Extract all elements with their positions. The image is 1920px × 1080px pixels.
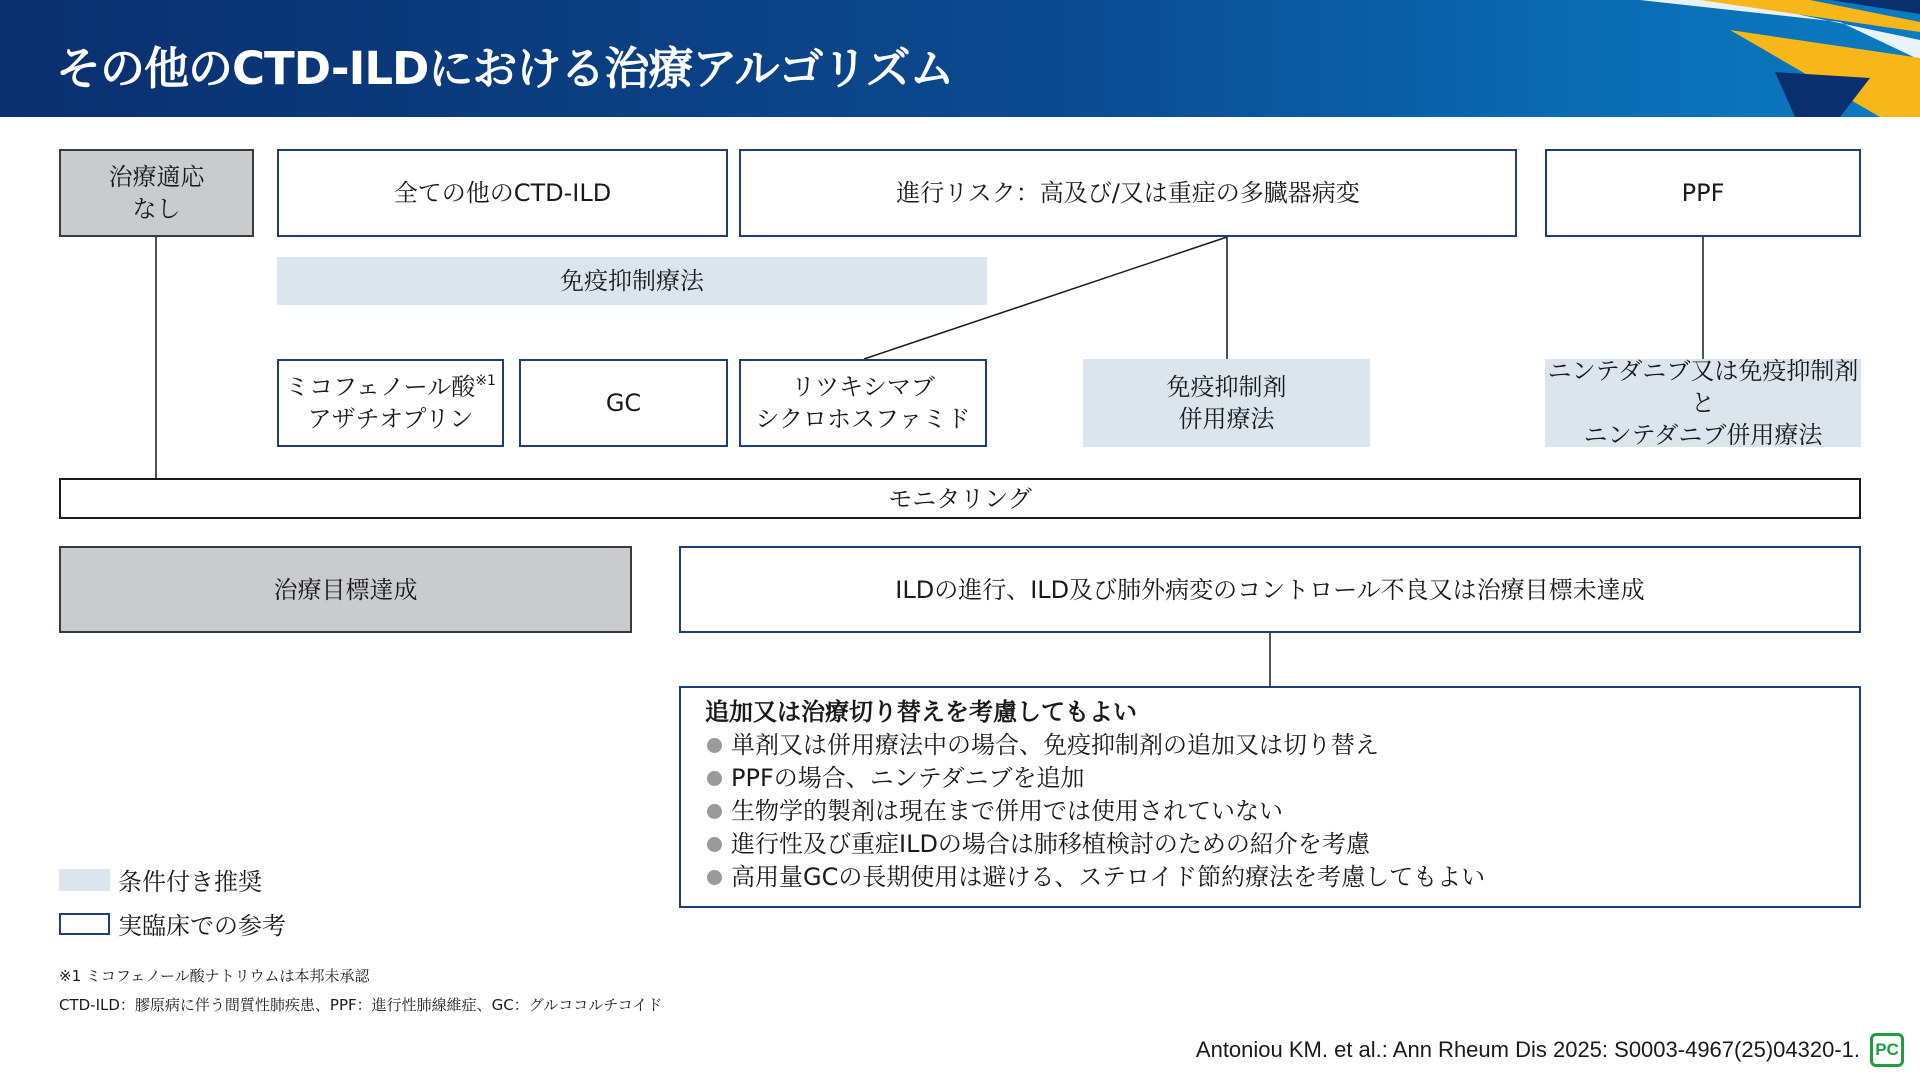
list-item: 進行性及び重症ILDの場合は肺移植検討のための紹介を考慮 xyxy=(705,828,1835,861)
nintedanib-box: ニンテダニブ又は免疫抑制剤と ニンテダニブ併用療法 xyxy=(1545,359,1861,447)
legend-practice-label: 実臨床での参考 xyxy=(118,912,286,940)
citation: Antoniou KM. et al.: Ann Rheum Dis 2025: S0003-4967(25)04320-1. xyxy=(1195,1037,1860,1062)
goal-achieved-box: 治療目標達成 xyxy=(59,546,632,633)
bullet-icon xyxy=(707,837,722,852)
list-item: 単剤又は併用療法中の場合、免疫抑制剤の追加又は切り替え xyxy=(705,729,1835,762)
page-title: その他のCTD-ILDにおける治療アルゴリズム xyxy=(56,42,954,95)
ild-progression-box: ILDの進行、ILD及び肺外病変のコントロール不良又は治療目標未達成 xyxy=(679,546,1861,633)
bullet-icon xyxy=(707,771,722,786)
bullet-icon xyxy=(707,738,722,753)
bullet-icon xyxy=(707,870,722,885)
combo-immunosuppressant-box: 免疫抑制剤 併用療法 xyxy=(1083,359,1370,447)
logo-icon: PC xyxy=(1870,1033,1904,1067)
list-item: PPFの場合、ニンテダニブを追加 xyxy=(705,762,1835,795)
mmf-aza-box xyxy=(277,359,504,447)
monitoring-bar: モニタリング xyxy=(59,478,1861,519)
immunosuppression-bar: 免疫抑制療法 xyxy=(277,257,987,305)
ppf-box: PPF xyxy=(1545,149,1861,237)
list-item: 高用量GCの長期使用は避ける、ステロイド節約療法を考慮してもよい xyxy=(705,861,1835,894)
legend-practice xyxy=(59,906,286,941)
legend-conditional xyxy=(59,862,262,897)
rtx-cyc-box: リツキシマブ シクロホスファミド xyxy=(739,359,987,447)
aza-label: アザチオプリン xyxy=(307,405,474,433)
progression-risk-box: 進行リスク：高及び/又は重症の多臓器病変 xyxy=(739,149,1517,237)
mmf-label: ミコフェノール酸 xyxy=(285,373,476,401)
additional-treatment-box xyxy=(679,686,1861,908)
all-other-ctd-ild-box: 全ての他のCTD-ILD xyxy=(277,149,728,237)
no-indication-box: 治療適応 なし xyxy=(59,149,254,237)
legend-swatch-outline xyxy=(59,913,110,935)
bullet-icon xyxy=(707,804,722,819)
gc-box: GC xyxy=(519,359,728,447)
legend-swatch-light xyxy=(59,869,110,891)
footnote-abbreviations: CTD-ILD：膠原病に伴う間質性肺疾患、PPF：進行性肺線維症、GC：グルココルチコイド xyxy=(59,996,663,1014)
list-item: 生物学的製剤は現在まで併用では使用されていない xyxy=(705,795,1835,828)
legend-conditional-label: 条件付き推奨 xyxy=(118,868,262,896)
footnote-1: ※1 ミコフェノール酸ナトリウムは本邦未承認 xyxy=(59,967,370,985)
footnote-marker: ※1 xyxy=(475,373,496,389)
additional-title: 追加又は治療切り替えを考慮してもよい xyxy=(705,698,1137,726)
